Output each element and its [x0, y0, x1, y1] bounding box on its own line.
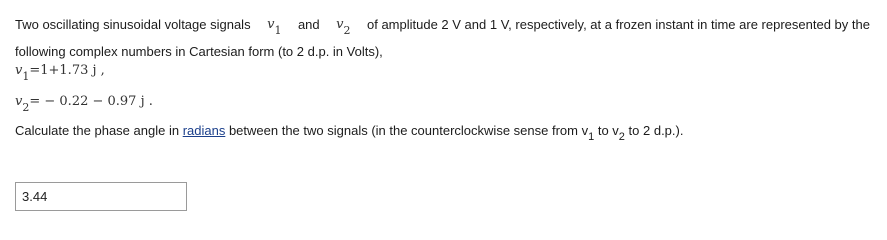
v1-symbol: $v_1$ — [267, 17, 282, 37]
amplitude-text: of amplitude 2 V and 1 V, respectively, at a frozen instant in time are represented by the — [367, 17, 870, 32]
and-word: and — [297, 17, 320, 32]
to-v-text: to v — [597, 123, 619, 138]
calculate-text: Calculate the phase angle in — [15, 123, 180, 138]
question-intro: Two oscillating sinusoidal voltage signals — [15, 17, 251, 32]
radians-link[interactable]: radians — [182, 123, 226, 138]
question-line-1 — [15, 17, 870, 37]
v2-symbol: $v_2$ — [336, 17, 351, 37]
question-line-2: following complex numbers in Cartesian form (to 2 d.p. in Volts), — [15, 44, 383, 59]
v2-value: = − 0.22 − 0.97 j . — [29, 94, 153, 109]
v2-equation: $v_2= - 0.22 - 0.97$ j . — [15, 94, 153, 114]
answer-input[interactable] — [15, 182, 187, 211]
subscript-1: 1 — [588, 131, 595, 143]
question-line-5 — [15, 123, 684, 143]
between-text: between the two signals (in the counterclockwise sense from v — [228, 123, 589, 138]
subscript-2: 2 — [618, 131, 625, 143]
v1-value: =1+1.73 j , — [29, 63, 105, 78]
v1-equation: $v_1=1+1.73$ j , — [15, 63, 105, 83]
precision-text: to 2 d.p.). — [628, 123, 684, 138]
